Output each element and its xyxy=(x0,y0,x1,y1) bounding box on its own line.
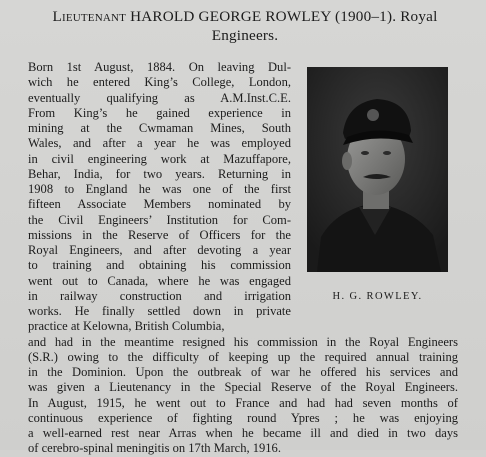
text-line: Behar, India, for two years. Returning in xyxy=(28,166,291,181)
text-line: In August, 1915, he went out to France and had had seven months of xyxy=(28,395,458,410)
entry-heading xyxy=(20,7,470,45)
text-line: Wales, and after a year he was employed xyxy=(28,136,291,151)
text-line: of cerebro-spinal meningitis on 17th March, 1916. xyxy=(28,441,281,456)
years-label: (1900–1). xyxy=(334,8,397,25)
text-line: wich he entered King’s College, London, xyxy=(28,75,291,90)
text-line: works. He finally settled down in private xyxy=(28,304,291,318)
text-line: in railway construction and irrigation xyxy=(28,288,291,303)
text-line: Royal Engineers, and after devoting a year xyxy=(28,243,291,257)
text-line: (S.R.) owing to the difficulty of keeping up the required annual training xyxy=(28,349,458,364)
text-line: Born 1st August, 1884. On leaving Dul- xyxy=(28,60,291,74)
text-line: From King’s he gained experience in xyxy=(28,105,291,120)
rank-label: Lieutenant xyxy=(52,8,127,25)
text-line: in the Dominion. Upon the outbreak of war he offered his services and xyxy=(28,365,458,379)
text-line: 1908 to England he was one of the first xyxy=(28,182,291,196)
text-line: a well-earned rest near Arras when he became ill and died in two days xyxy=(28,426,458,440)
unit-label-part1: Royal xyxy=(400,8,438,25)
text-line: mining at the Cwmaman Mines, South xyxy=(28,121,291,135)
text-line: continuous experience of fighting round Ypres ; he was enjoying xyxy=(28,410,458,425)
unit-label-part2: Engineers. xyxy=(211,27,279,44)
text-line: in civil engineering work at Mazuffapore, xyxy=(28,151,291,166)
text-line: eventually qualifying as A.M.Inst.C.E. xyxy=(28,90,291,105)
photo-caption: H. G. ROWLEY. xyxy=(332,291,423,302)
text-line: fifteen Associate Members nominated by xyxy=(28,197,291,212)
biography-narrow-column xyxy=(28,60,291,335)
biography-full-width xyxy=(28,335,458,457)
person-name: HAROLD GEORGE ROWLEY xyxy=(130,8,331,25)
text-line: went out to Canada, where he was engaged xyxy=(28,273,291,288)
text-line: practice at Kelowna, British Columbia, xyxy=(28,319,225,334)
text-line: to training and obtaining his commission xyxy=(28,258,291,273)
portrait-icon xyxy=(307,67,448,272)
text-line: and had in the meantime resigned his commission in the Royal Engineers xyxy=(28,334,458,349)
text-line: the Civil Engineers’ Institution for Com- xyxy=(28,212,291,227)
portrait-photo xyxy=(307,67,448,272)
text-line: missions in the Reserve of Officers for the xyxy=(28,227,291,242)
text-line: was given a Lieutenancy in the Special Reserve of the Royal Engineers. xyxy=(28,380,458,395)
